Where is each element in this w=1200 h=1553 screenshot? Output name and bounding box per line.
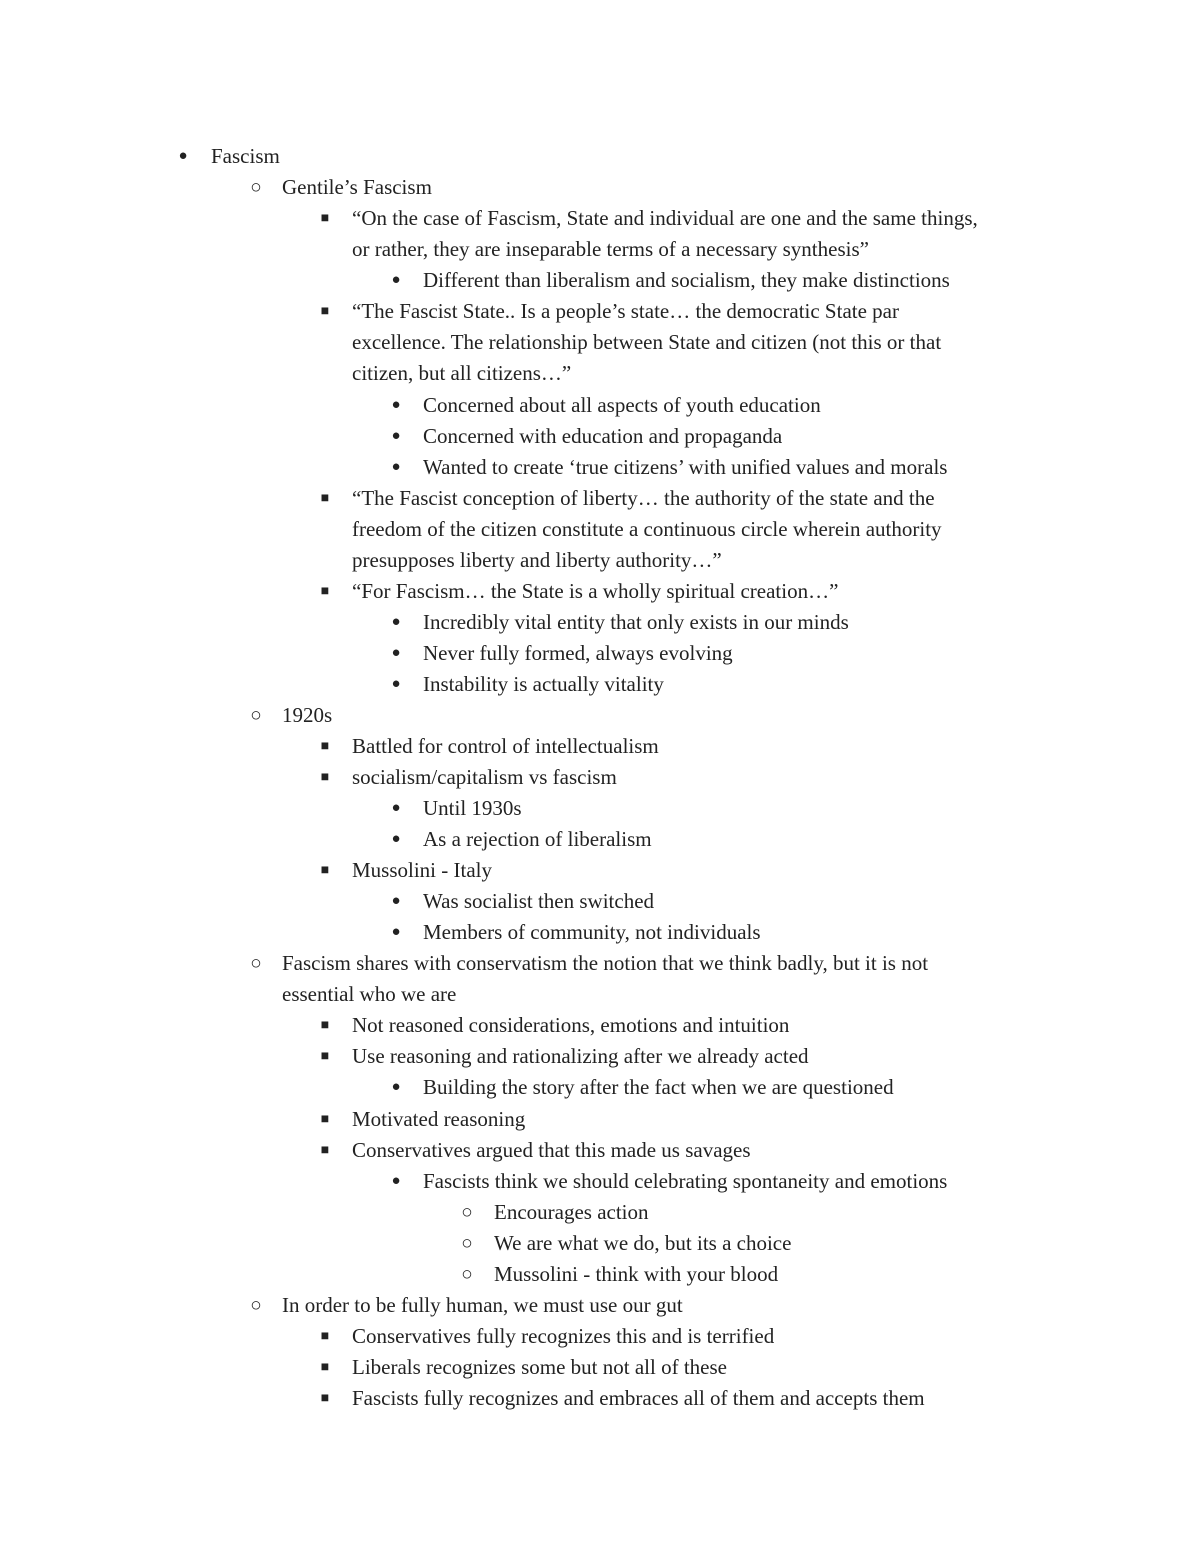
outline-text: Conservatives fully recognizes this and is terrified xyxy=(352,1324,775,1348)
square-bullet-icon: ■ xyxy=(320,863,330,878)
outline-text: Use reasoning and rationalizing after we already acted xyxy=(352,1044,809,1068)
square-bullet-icon: ■ xyxy=(320,1329,330,1344)
outline-text: presupposes liberty and liberty authority…” xyxy=(352,548,722,572)
filled-bullet-icon: ● xyxy=(391,459,401,475)
filled-bullet-icon: ● xyxy=(391,428,401,444)
outline-text: Until 1930s xyxy=(423,796,522,820)
square-bullet-icon: ■ xyxy=(320,1360,330,1375)
outline-text: Instability is actually vitality xyxy=(423,672,664,696)
filled-bullet-icon: ● xyxy=(391,614,401,630)
outline-text: Never fully formed, always evolving xyxy=(423,641,733,665)
hollow-bullet-icon: ○ xyxy=(461,1264,473,1285)
square-bullet-icon: ■ xyxy=(320,739,330,754)
outline-text: Fascists fully recognizes and embraces all of them and accepts them xyxy=(352,1386,925,1410)
hollow-bullet-icon: ○ xyxy=(250,953,262,974)
filled-bullet-icon: ● xyxy=(391,800,401,816)
filled-bullet-icon: ● xyxy=(391,272,401,288)
outline-text: Battled for control of intellectualism xyxy=(352,734,659,758)
square-bullet-icon: ■ xyxy=(320,1391,330,1406)
outline-text: “On the case of Fascism, State and individual are one and the same things, xyxy=(352,206,978,230)
square-bullet-icon: ■ xyxy=(320,1143,330,1158)
outline-text: As a rejection of liberalism xyxy=(423,827,652,851)
outline-text: Wanted to create ‘true citizens’ with unified values and morals xyxy=(423,455,948,479)
outline-text: Fascism xyxy=(211,144,280,168)
square-bullet-icon: ■ xyxy=(320,1049,330,1064)
filled-bullet-icon: ● xyxy=(391,924,401,940)
outline-text: essential who we are xyxy=(282,982,457,1006)
square-bullet-icon: ■ xyxy=(320,211,330,226)
hollow-bullet-icon: ○ xyxy=(461,1233,473,1254)
outline-text: Fascists think we should celebrating spontaneity and emotions xyxy=(423,1169,948,1193)
square-bullet-icon: ■ xyxy=(320,770,330,785)
outline-text: freedom of the citizen constitute a continuous circle wherein authority xyxy=(352,517,942,541)
outline-text: “The Fascist State.. Is a people’s state… the democratic State par xyxy=(352,299,899,323)
hollow-bullet-icon: ○ xyxy=(250,177,262,198)
hollow-bullet-icon: ○ xyxy=(250,705,262,726)
outline-text: Mussolini - Italy xyxy=(352,858,492,882)
outline-text: “For Fascism… the State is a wholly spiritual creation…” xyxy=(352,579,839,603)
outline-text: Concerned about all aspects of youth education xyxy=(423,393,821,417)
hollow-bullet-icon: ○ xyxy=(250,1295,262,1316)
square-bullet-icon: ■ xyxy=(320,1112,330,1127)
outline-text: Conservatives argued that this made us savages xyxy=(352,1138,751,1162)
outline-text: Liberals recognizes some but not all of these xyxy=(352,1355,727,1379)
outline-text: Gentile’s Fascism xyxy=(282,175,432,199)
outline-text: “The Fascist conception of liberty… the authority of the state and the xyxy=(352,486,935,510)
square-bullet-icon: ■ xyxy=(320,584,330,599)
filled-bullet-icon: ● xyxy=(391,893,401,909)
outline-text: In order to be fully human, we must use our gut xyxy=(282,1293,683,1317)
outline-text: Not reasoned considerations, emotions and intuition xyxy=(352,1013,790,1037)
outline-text: Building the story after the fact when we are questioned xyxy=(423,1075,894,1099)
filled-bullet-icon: ● xyxy=(391,645,401,661)
outline-text: 1920s xyxy=(282,703,333,727)
outline-text: Encourages action xyxy=(494,1200,649,1224)
outline-text: Concerned with education and propaganda xyxy=(423,424,783,448)
outline-text: citizen, but all citizens…” xyxy=(352,361,572,385)
filled-bullet-icon: ● xyxy=(391,1173,401,1189)
filled-bullet-icon: ● xyxy=(391,676,401,692)
square-bullet-icon: ■ xyxy=(320,1018,330,1033)
filled-bullet-icon: ● xyxy=(178,148,188,164)
outline-text: Different than liberalism and socialism, they make distinctions xyxy=(423,268,950,292)
outline-text: Mussolini - think with your blood xyxy=(494,1262,779,1286)
outline-text: Members of community, not individuals xyxy=(423,920,761,944)
outline-text: socialism/capitalism vs fascism xyxy=(352,765,617,789)
outline-text: Motivated reasoning xyxy=(352,1107,526,1131)
outline-text: Was socialist then switched xyxy=(423,889,655,913)
outline-text: or rather, they are inseparable terms of a necessary synthesis” xyxy=(352,237,869,261)
filled-bullet-icon: ● xyxy=(391,397,401,413)
filled-bullet-icon: ● xyxy=(391,831,401,847)
square-bullet-icon: ■ xyxy=(320,304,330,319)
hollow-bullet-icon: ○ xyxy=(461,1202,473,1223)
outline-text: Fascism shares with conservatism the notion that we think badly, but it is not xyxy=(282,951,929,975)
filled-bullet-icon: ● xyxy=(391,1079,401,1095)
square-bullet-icon: ■ xyxy=(320,491,330,506)
outline-text: excellence. The relationship between State and citizen (not this or that xyxy=(352,330,942,354)
outline-text: We are what we do, but its a choice xyxy=(494,1231,792,1255)
outline-text: Incredibly vital entity that only exists in our minds xyxy=(423,610,849,634)
